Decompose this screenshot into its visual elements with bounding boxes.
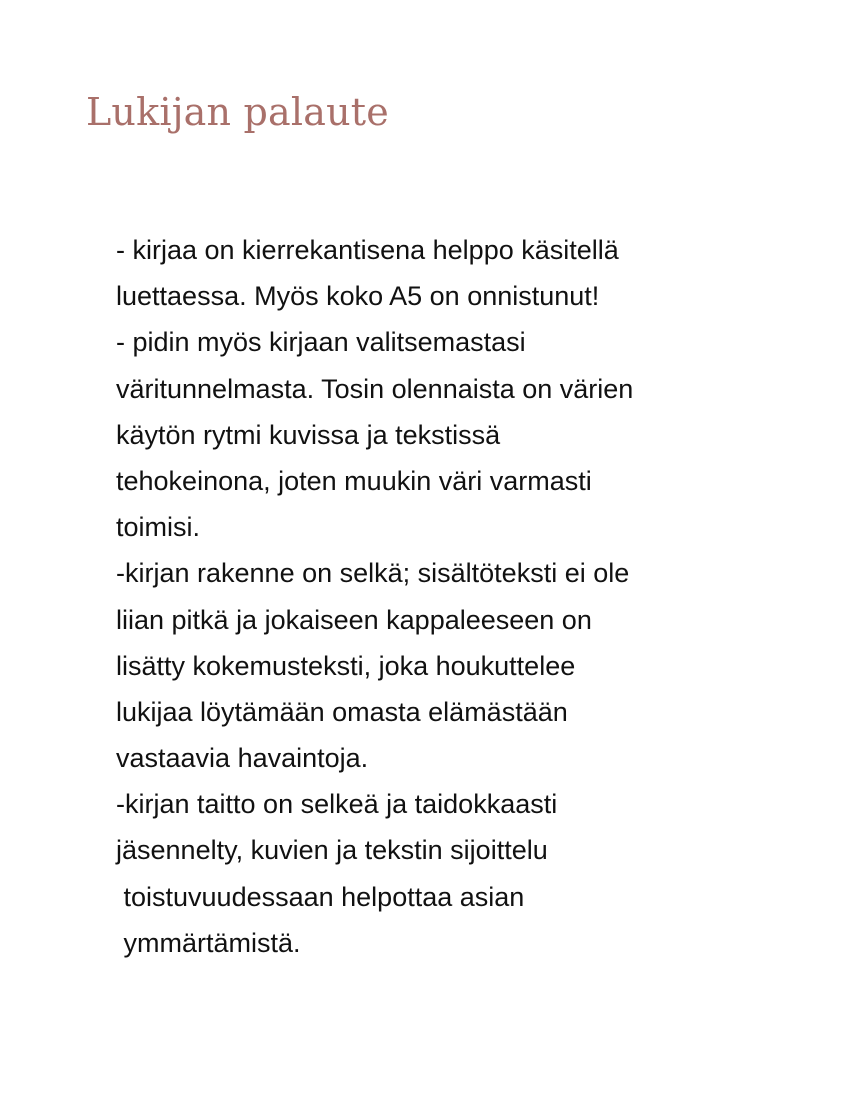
feedback-text [116,227,756,966]
feedback-line: väritunnelmasta. Tosin olennaista on värien [116,373,634,404]
feedback-line: lukijaa löytämään omasta elämästään [116,696,568,727]
feedback-line: - pidin myös kirjaan valitsemastasi [116,327,526,358]
feedback-line: toistuvuudessaan helpottaa asian [116,881,525,912]
feedback-line: tehokeinona, joten muukin väri varmasti [116,465,592,496]
feedback-line: ymmärtämistä. [116,927,301,958]
feedback-line: liian pitkä ja jokaiseen kappaleeseen on [116,604,592,635]
feedback-line: luettaessa. Myös koko A5 on onnistunut! [116,281,600,312]
feedback-line: lisätty kokemusteksti, joka houkuttelee [116,650,576,681]
feedback-line: käytön rytmi kuvissa ja tekstissä [116,419,501,450]
feedback-line: - kirjaa on kierrekantisena helppo käsitellä [116,235,619,265]
feedback-line: -kirjan rakenne on selkä; sisältöteksti ei ole [116,558,630,589]
feedback-line: -kirjan taitto on selkeä ja taidokkaasti [116,789,558,820]
feedback-line: toimisi. [116,512,201,543]
page-title: Lukijan palaute [86,90,389,134]
feedback-line: vastaavia havaintoja. [116,743,369,774]
feedback-line: jäsennelty, kuvien ja tekstin sijoittelu [116,835,548,866]
